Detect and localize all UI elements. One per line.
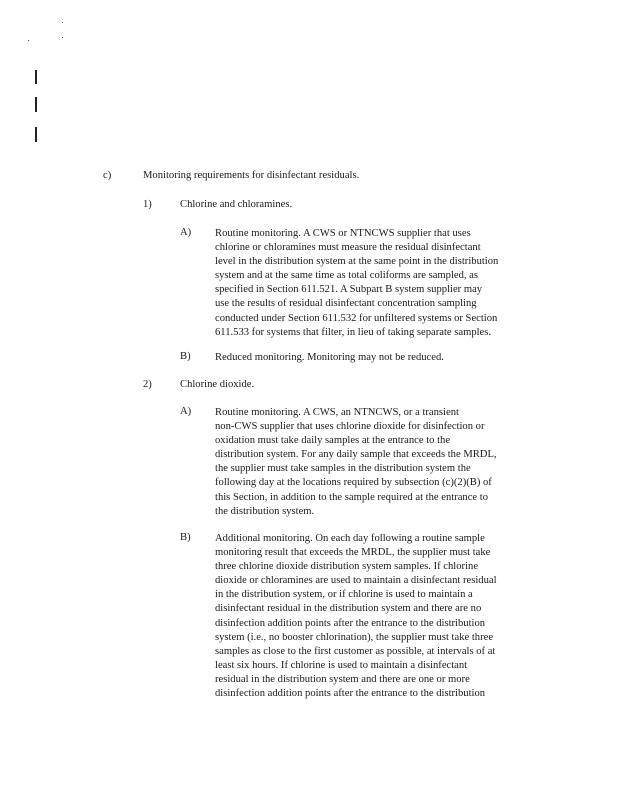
text-line: disinfection addition points after the entrance to the distribution (215, 617, 486, 629)
text-line: this Section, in addition to the sample required at the entrance to (215, 491, 489, 503)
revision-bar (35, 97, 37, 112)
text-line: residual in the distribution system and there are one or more (215, 673, 470, 685)
text-line: Routine monitoring. A CWS, an NTNCWS, or a transient (215, 407, 459, 418)
text-line: dioxide or chloramines are used to maintain a disinfectant residual (215, 575, 497, 587)
item1-A-label: A) (180, 227, 192, 238)
item1-B-text (215, 351, 444, 365)
text-line: chlorine or chloramines must measure the residual disinfectant (215, 242, 481, 254)
text-line: disinfection addition points after the entrance to the distribution (215, 688, 486, 700)
item2-A-text (215, 406, 497, 519)
text-line: system (i.e., no booster chlorination), the supplier must take three (215, 631, 494, 643)
text-line: conducted under Section 611.532 for unfiltered systems or Section (215, 312, 498, 324)
text-line: three chlorine dioxide distribution system samples. If chlorine (215, 561, 479, 573)
text-line: oxidation must take daily samples at the entrance to the (215, 435, 451, 447)
section-label: c) (103, 170, 112, 181)
item2-B-label: B) (180, 532, 191, 543)
text-line: the supplier must take samples in the distribution system the (215, 463, 471, 475)
text-line: the distribution system. (215, 505, 315, 517)
item1-title: Chlorine and chloramines. (180, 199, 293, 210)
text-line: distribution system. For any daily sample that exceeds the MRDL, (215, 449, 497, 461)
text-line: Reduced monitoring. Monitoring may not be reduced. (215, 352, 444, 363)
scan-speck (62, 37, 63, 38)
text-line: in the distribution system, or if chlorine is used to maintain a (215, 589, 473, 601)
item2-label: 2) (143, 379, 152, 390)
item2-A-label: A) (180, 406, 192, 417)
scan-speck (28, 40, 29, 41)
item2-B-text (215, 532, 497, 701)
text-line: specified in Section 611.521. A Subpart B system supplier may (215, 284, 483, 296)
item1-B-label: B) (180, 351, 191, 362)
text-line: least six hours. If chlorine is used to maintain a disinfectant (215, 659, 468, 671)
text-line: non-CWS supplier that uses chlorine dioxide for disinfection or (215, 421, 485, 433)
text-line: samples as close to the first customer as possible, at intervals of at (215, 645, 496, 657)
item1-A-text (215, 227, 498, 340)
text-line: disinfectant residual in the distribution system and there are no (215, 603, 482, 615)
text-line: Additional monitoring. On each day following a routine sample (215, 533, 485, 544)
scan-speck (62, 22, 63, 23)
text-line: system and at the same time as total coliforms are sampled, as (215, 270, 479, 282)
item1-label: 1) (143, 199, 152, 210)
revision-bar (35, 70, 37, 84)
text-line: 611.533 for systems that filter, in lieu of taking separate samples. (215, 326, 492, 338)
text-line: level in the distribution system at the same point in the distribution (215, 256, 499, 268)
text-line: Routine monitoring. A CWS or NTNCWS supplier that uses (215, 228, 471, 239)
revision-bar (35, 127, 37, 142)
text-line: use the results of residual disinfectant concentration sampling (215, 298, 477, 310)
section-heading: Monitoring requirements for disinfectant residuals. (143, 170, 360, 181)
text-line: following day at the locations required by subsection (c)(2)(B) of (215, 477, 492, 489)
text-line: monitoring result that exceeds the MRDL, the supplier must take (215, 547, 491, 559)
item2-title: Chlorine dioxide. (180, 379, 255, 390)
